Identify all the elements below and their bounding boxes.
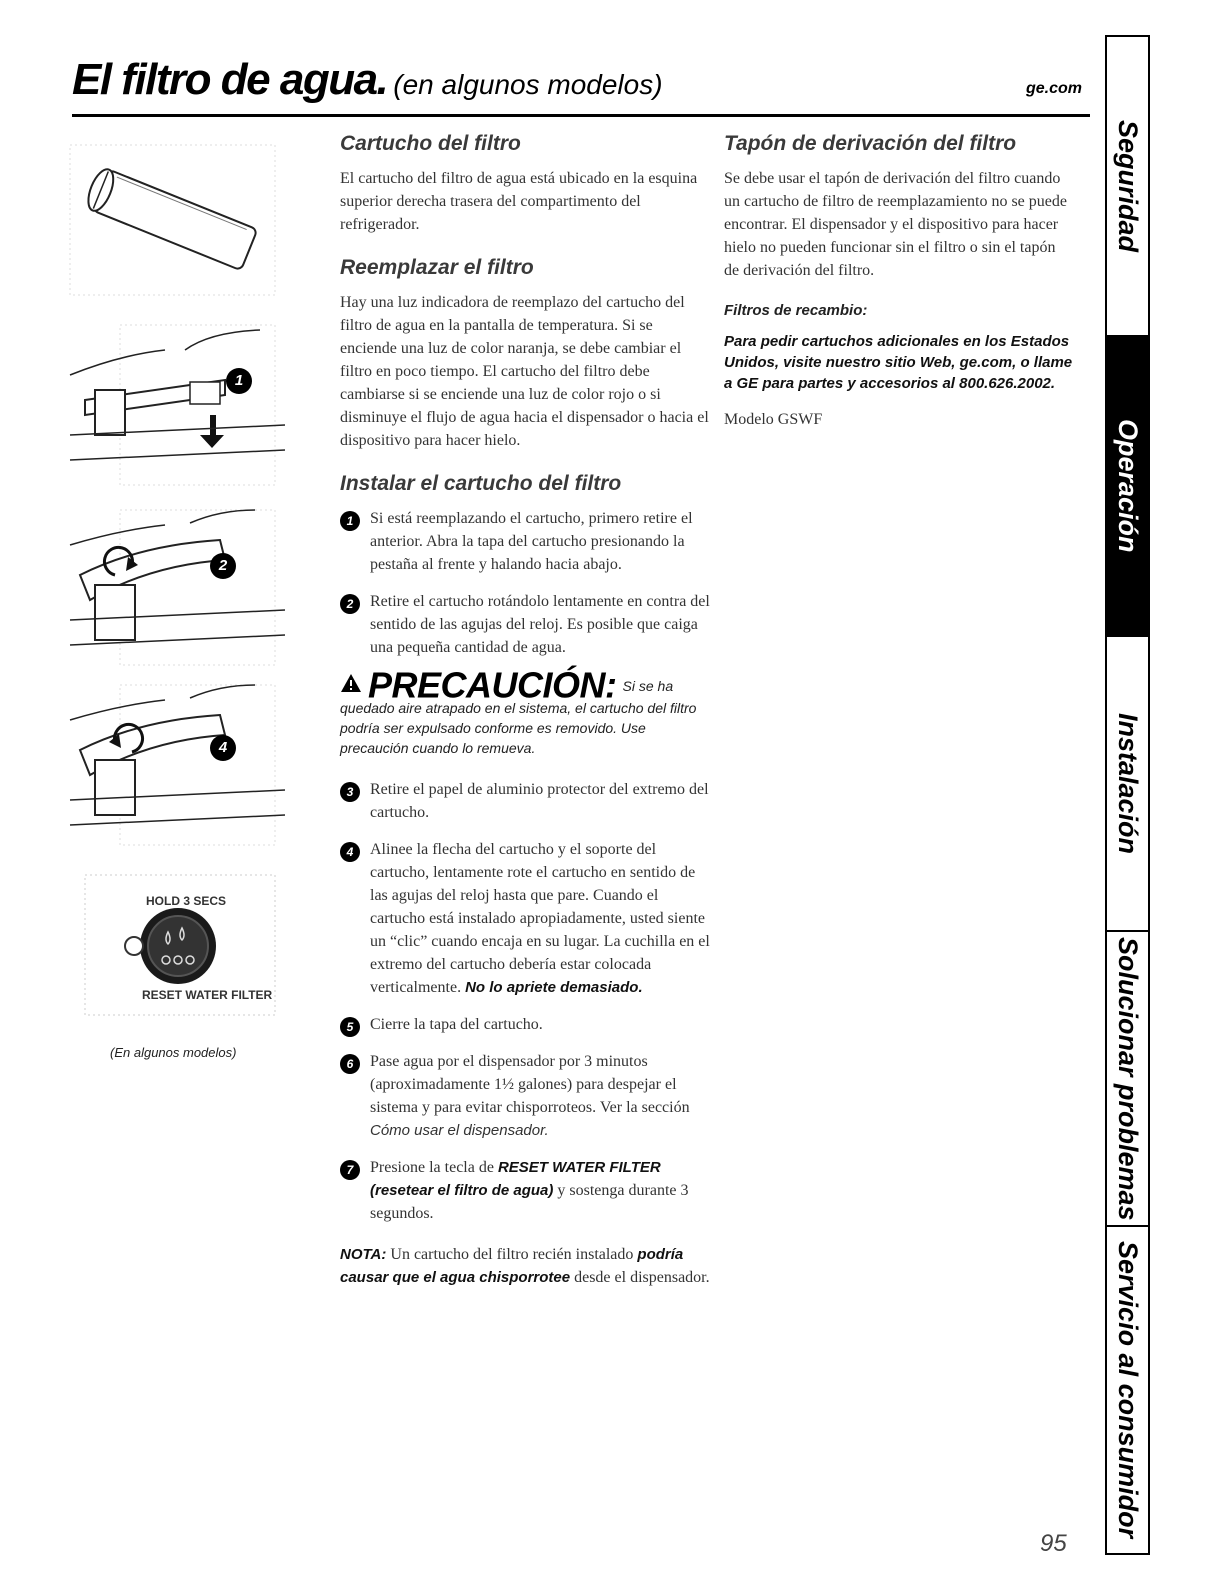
step-badge-4 (210, 735, 236, 761)
order-info: Para pedir cartuchos adicionales en los Estados Unidos, visite nuestro sitio Web, ge.com, o llame a GE para partes y accesorios al 800.626.2002. (724, 333, 1073, 393)
side-column (724, 132, 1074, 451)
install-step-1 (340, 507, 710, 576)
step-badge-2 (210, 553, 236, 579)
install-step-5 (340, 1013, 710, 1036)
caution-text: quedado aire atrapado en el sistema, el cartucho del filtro podría ser expulsado conforme es removido. Use precaución cuando lo remueva. (340, 700, 697, 757)
note-tail: desde el dispensador. (574, 1269, 710, 1287)
install-step-2-text: Retire el cartucho rotándolo lentamente en contra del sentido de las agujas del reloj. Es posible que caiga una pequeña cantidad de agua. (370, 593, 710, 657)
cartridge-illustration (60, 140, 285, 300)
replace-body: Hay una luz indicadora de reemplazo del cartucho del filtro de agua en la pantalla de temperatura. Si se enciende una luz de color naranja, se debe cambiar el filtro en poco tiempo. El cartucho del filtro debe cambiarse si se enciende una luz de color rojo o si disminuye el flujo de agua hacia el dispensador o hacia el dispositivo para hacer hielo. (340, 294, 709, 450)
tab-instalacion[interactable] (1107, 637, 1148, 932)
tab-operacion[interactable] (1107, 337, 1148, 637)
step-badge-2-label: 2 (218, 557, 228, 574)
step-number-2: 2 (340, 594, 360, 614)
note-paragraph (340, 1243, 710, 1289)
install-step-5-text: Cierre la tapa del cartucho. (370, 1016, 543, 1034)
hold-label: HOLD 3 SECS (146, 894, 227, 908)
illustration-caption: (En algunos modelos) (110, 1045, 237, 1060)
tab-seguridad[interactable] (1107, 37, 1148, 337)
install-step-3 (340, 778, 710, 824)
install-step-2 (340, 590, 710, 659)
step-number-1: 1 (340, 511, 360, 531)
caution-title: PRECAUCIÓN: (368, 664, 617, 706)
tab-servicio-label: Servicio al consumidor (1113, 1241, 1143, 1539)
cartridge-body: El cartucho del filtro de agua está ubicado en la esquina superior derecha trasera del compartimento del refrigerador. (340, 170, 698, 234)
caution-block (340, 664, 710, 758)
install-step-4 (340, 838, 710, 999)
tab-operacion-label: Operación (1113, 419, 1143, 553)
header-divider (72, 114, 1090, 117)
install-step-4-text: Alinee la flecha del cartucho y el soporte del cartucho, lentamente rote el cartucho en sentido de las agujas del reloj hasta que pare. Cuando el cartucho está instalado apropiadamente, usted siente un “clic” cuando encaja en su lugar. La cuchilla en el extremo del cartucho debería estar colocada verticalmente. (370, 841, 710, 997)
step-2-illustration (60, 505, 285, 670)
page-number: 95 (1040, 1530, 1067, 1557)
cartridge-heading: Cartucho del filtro (340, 132, 521, 155)
install-step-7-emphasis: RESET WATER FILTER (resetear el filtro de agua) (370, 1159, 661, 1200)
replacement-filters-heading: Filtros de recambio: (724, 302, 868, 320)
main-column (340, 132, 710, 1289)
install-step-6 (340, 1050, 710, 1142)
note-emphasis: podría causar que el agua chisporrotee (340, 1246, 684, 1287)
step-number-3: 3 (340, 782, 360, 802)
tab-solucionar-label: Solucionar problemas (1113, 936, 1143, 1221)
note-label: NOTA: (340, 1246, 387, 1264)
step-number-6: 6 (340, 1054, 360, 1074)
model-number: Modelo GSWF (724, 411, 823, 429)
replace-heading: Reemplazar el filtro (340, 256, 534, 280)
tab-instalacion-label: Instalación (1113, 712, 1143, 855)
step-number-4: 4 (340, 842, 360, 862)
page-header (72, 55, 1090, 117)
section-tabs (1105, 35, 1150, 1555)
step-4-illustration (60, 680, 285, 850)
warning-triangle-icon (340, 673, 362, 698)
tab-servicio-consumidor[interactable] (1107, 1227, 1148, 1553)
install-step-7-text-after: y sostenga durante 3 segundos. (370, 1182, 689, 1223)
tab-solucionar-problemas[interactable] (1107, 932, 1148, 1227)
step-1-illustration (60, 320, 285, 490)
note-text: Un cartucho del filtro recién instalado (390, 1246, 634, 1264)
install-step-7-text-before: Presione la tecla de (370, 1159, 494, 1177)
install-step-7 (340, 1156, 710, 1225)
tab-seguridad-label: Seguridad (1113, 119, 1143, 253)
install-step-3-text: Retire el papel de aluminio protector del extremo del cartucho. (370, 781, 709, 822)
reset-water-filter-label: RESET WATER FILTER (142, 988, 273, 1002)
caution-lead: Si se ha (622, 677, 674, 694)
install-heading: Instalar el cartucho del filtro (340, 472, 622, 496)
reset-panel-illustration (60, 870, 285, 1020)
step-badge-1 (226, 368, 252, 394)
step-number-7: 7 (340, 1160, 360, 1180)
install-step-1-text: Si está reemplazando el cartucho, primero retire el anterior. Abra la tapa del cartucho presionando la pestaña al frente y halando hacia abajo. (370, 510, 693, 574)
install-step-4-emphasis: No lo apriete demasiado. (465, 979, 643, 997)
page-title-text: El filtro de agua. (72, 55, 388, 104)
install-step-6-section-ref: Cómo usar el dispensador. (370, 1122, 549, 1140)
step-badge-1-label: 1 (234, 372, 244, 389)
step-badge-4-label: 4 (218, 739, 228, 756)
bypass-body: Se debe usar el tapón de derivación del filtro cuando un cartucho de filtro de reemplazamiento no se puede encontrar. El dispensador y el dispositivo para hacer hielo no pueden funcionar sin el filtro o sin el tapón de derivación del filtro. (724, 170, 1067, 280)
page-title (72, 55, 663, 105)
step-number-5: 5 (340, 1017, 360, 1037)
site-link[interactable]: ge.com (1025, 80, 1082, 97)
install-step-6-text: Pase agua por el dispensador por 3 minutos (aproximadamente 1½ galones) para despejar el sistema y para evitar chisporroteos. Ver la sección (370, 1053, 690, 1117)
bypass-heading: Tapón de derivación del filtro (724, 132, 1017, 155)
page-subtitle: (en algunos modelos) (393, 69, 663, 100)
